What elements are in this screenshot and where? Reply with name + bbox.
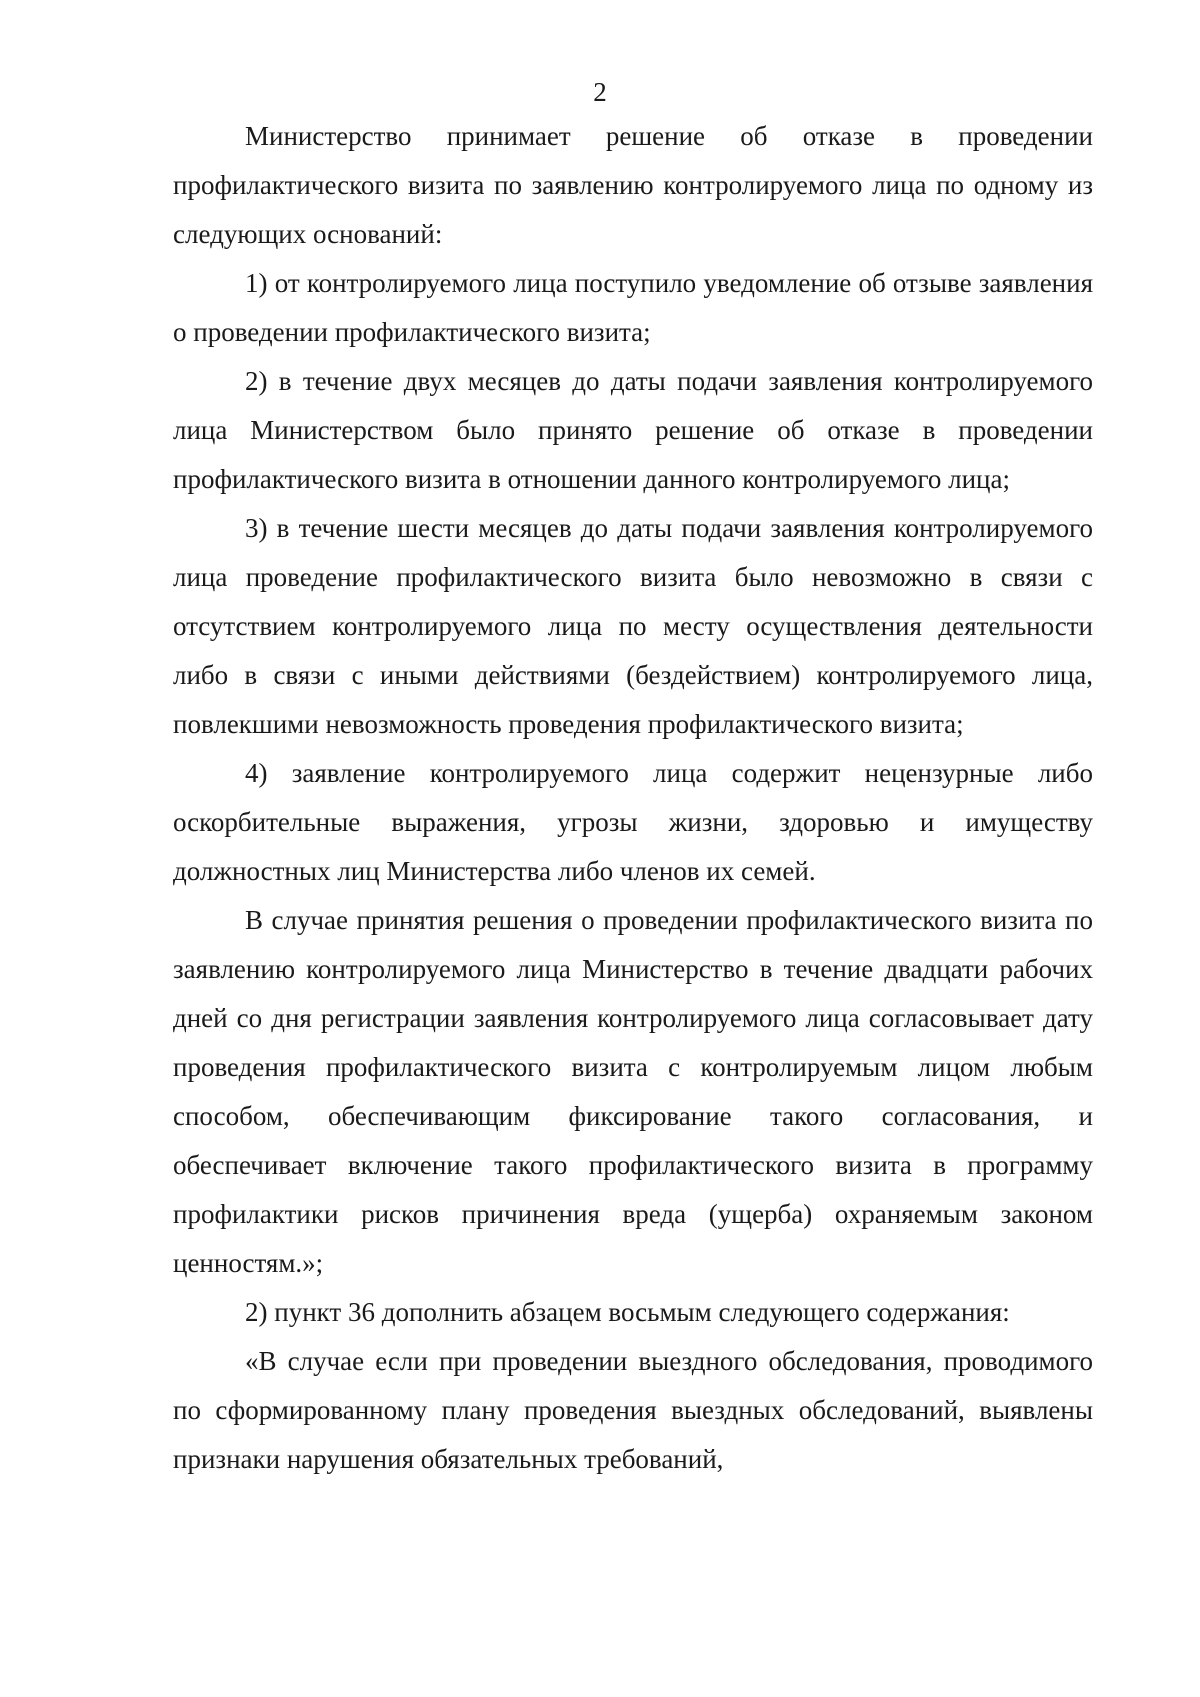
paragraph-amendment-item-2: 2) пункт 36 дополнить абзацем восьмым следующего содержания: <box>245 1297 1010 1327</box>
paragraph-ground-4: 4) заявление контролируемого лица содержит нецензурные либо оскорбительные выражения, угрозы жизни, здоровью и имуществу должностных лиц Министерства либо членов их семей. <box>173 758 1093 886</box>
paragraph-refusal-grounds-intro: Министерство принимает решение об отказе в проведении профилактического визита по заявлению контролируемого лица по одному из следующих оснований: <box>173 121 1093 249</box>
paragraph-approval-procedure: В случае принятия решения о проведении профилактического визита по заявлению контролируемого лица Министерство в течение двадцати рабочих дней со дня регистрации заявления контролируемого лица согласовывает дату проведения профилактического визита с контролируемым лицом любым способом, обеспечивающим фиксирование такого согласования, и обеспечивает включение такого профилактического визита в программу профилактики рисков причинения вреда (ущерба) охраняемым законом ценностям.»; <box>173 905 1093 1278</box>
page-number: 2 <box>593 77 607 107</box>
paragraph-ground-2: 2) в течение двух месяцев до даты подачи заявления контролируемого лица Министерством было принято решение об отказе в проведении профилактического визита в отношении данного контролируемого лица; <box>173 366 1093 494</box>
paragraph-ground-1: 1) от контролируемого лица поступило уведомление об отзыве заявления о проведении профилактического визита; <box>173 268 1093 347</box>
paragraph-ground-3: 3) в течение шести месяцев до даты подачи заявления контролируемого лица проведение профилактического визита было невозможно в связи с отсутствием контролируемого лица по месту осуществления деятельности либо в связи с иными действиями (бездействием) контролируемого лица, повлекшими невозможность проведения профилактического визита; <box>173 513 1093 739</box>
paragraph-quoted-addition: «В случае если при проведении выездного обследования, проводимого по сформированному плану проведения выездных обследований, выявлены признаки нарушения обязательных требований, <box>173 1346 1093 1474</box>
document-body <box>173 112 1093 1484</box>
